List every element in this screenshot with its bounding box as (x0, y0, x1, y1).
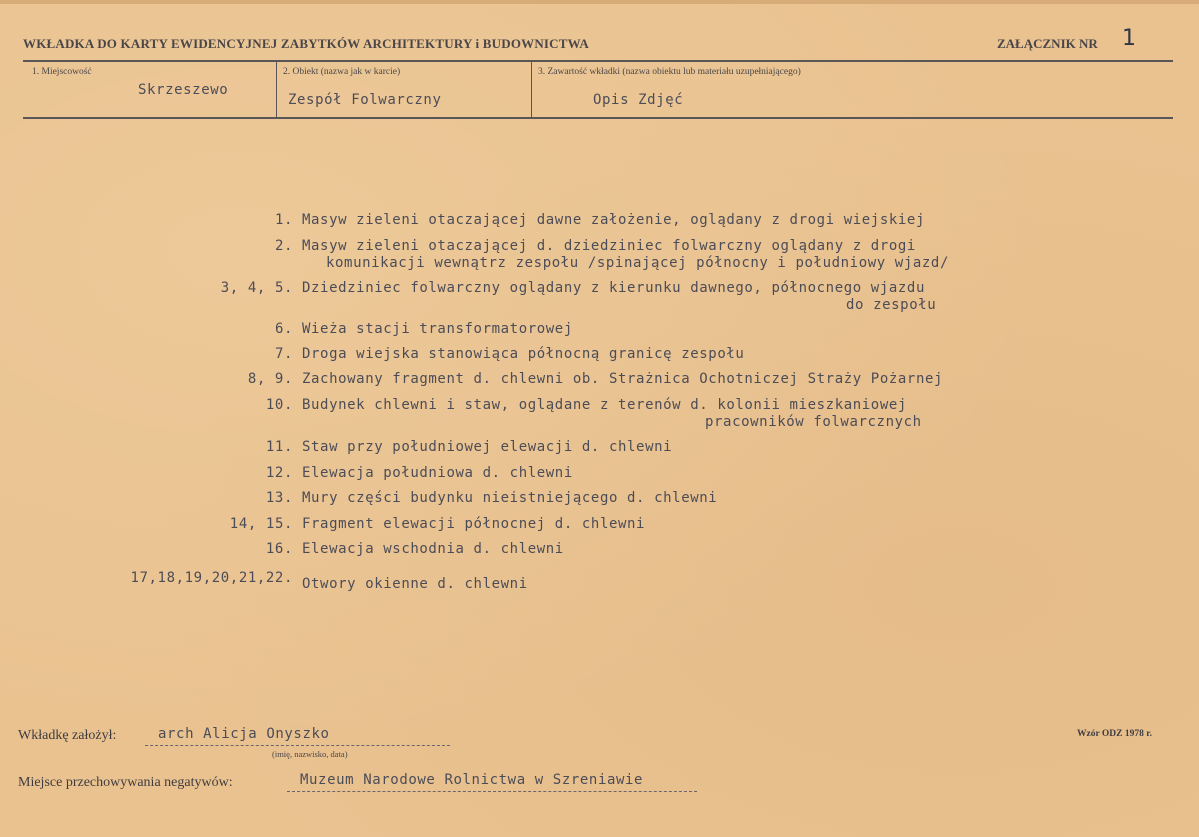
storage-underline (287, 791, 697, 792)
entry-number: 6. (274, 321, 293, 337)
photo-entry (0, 321, 1199, 341)
entry-text: Staw przy południowej elewacji d. chlewni (302, 439, 673, 455)
card-top-edge (0, 0, 1199, 4)
entry-number: 13. (265, 490, 293, 506)
photo-entry (0, 346, 1199, 366)
locality-value: Skrzeszewo (138, 82, 229, 98)
field-divider-1 (276, 62, 277, 117)
entry-number: 12. (265, 465, 293, 481)
entry-text: Zachowany fragment d. chlewni ob. Strażnica Ochotniczej Straży Pożarnej (302, 371, 944, 387)
entry-text: Fragment elewacji północnej d. chlewni (302, 516, 646, 532)
author-caption: (imię, nazwisko, data) (272, 749, 348, 759)
field-divider-2 (531, 62, 532, 117)
annex-label: ZAŁĄCZNIK NR (997, 36, 1098, 51)
photo-entry (0, 516, 1199, 536)
photo-entry (0, 490, 1199, 510)
entry-text: Elewacja południowa d. chlewni (302, 465, 573, 481)
entry-number: 8, 9. (247, 371, 293, 387)
entry-number: 10. (265, 397, 293, 413)
entry-text: Dziedziniec folwarczny oglądany z kierunku dawnego, północnego wjazdu (302, 280, 925, 296)
entry-number: 1. (274, 212, 293, 228)
entry-number: 2. (274, 238, 293, 254)
storage-label: Miejsce przechowywania negatywów: (18, 775, 233, 790)
storage-value: Muzeum Narodowe Rolnictwa w Szreniawie (300, 772, 644, 788)
form-pattern-label: Wzór ODZ 1978 r. (1077, 729, 1152, 739)
entry-continuation: komunikacji wewnątrz zespołu /spinającej północny i południowy wjazd/ (326, 255, 949, 271)
photo-entry (0, 212, 1199, 232)
entry-text: Elewacja wschodnia d. chlewni (302, 541, 564, 557)
content-label: 3. Zawartość wkładki (nazwa obiektu lub materiału uzupełniającego) (538, 67, 801, 77)
author-label: Wkładkę założył: (18, 728, 117, 743)
entry-text: Budynek chlewni i staw, oglądane z terenów d. kolonii mieszkaniowej (302, 397, 907, 413)
object-value: Zespół Folwarczny (288, 92, 442, 108)
entry-number: 14, 15. (229, 516, 293, 532)
entry-text: Wieża stacji transformatorowej (302, 321, 573, 337)
photo-entry (0, 465, 1199, 485)
object-label: 2. Obiekt (nazwa jak w karcie) (283, 67, 401, 77)
photo-entry (0, 439, 1199, 459)
entry-text: Droga wiejska stanowiąca północną granicę zespołu (302, 346, 745, 362)
entry-text: Masyw zieleni otaczającej dawne założenie, oglądany z drogi wiejskiej (302, 212, 925, 228)
author-value: arch Alicja Onyszko (158, 726, 330, 742)
entry-number: 16. (265, 541, 293, 557)
entry-number: 17,18,19,20,21,22. (130, 570, 293, 586)
entry-number: 11. (265, 439, 293, 455)
annex-number: 1 (1122, 26, 1136, 51)
photo-entry (0, 371, 1199, 391)
photo-entry (0, 570, 1199, 590)
entry-text: Otwory okienne d. chlewni (302, 576, 528, 592)
entry-number: 7. (274, 346, 293, 362)
entry-continuation: do zespołu (846, 297, 937, 313)
content-value: Opis Zdjęć (593, 92, 684, 108)
author-underline (145, 745, 450, 746)
entry-continuation: pracowników folwarcznych (705, 414, 922, 430)
header-rule (23, 60, 1173, 62)
photo-entry (0, 280, 1199, 300)
locality-label: 1. Miejscowość (32, 67, 92, 77)
entry-text: Mury części budynku nieistniejącego d. chlewni (302, 490, 718, 506)
entry-number: 3, 4, 5. (220, 280, 293, 296)
entry-text: Masyw zieleni otaczającej d. dziedziniec folwarczny oglądany z drogi (302, 238, 916, 254)
fields-rule (23, 117, 1173, 119)
card-title: WKŁADKA DO KARTY EWIDENCYJNEJ ZABYTKÓW ARCHITEKTURY i BUDOWNICTWA (23, 36, 589, 51)
photo-entry (0, 397, 1199, 417)
photo-entry (0, 541, 1199, 561)
